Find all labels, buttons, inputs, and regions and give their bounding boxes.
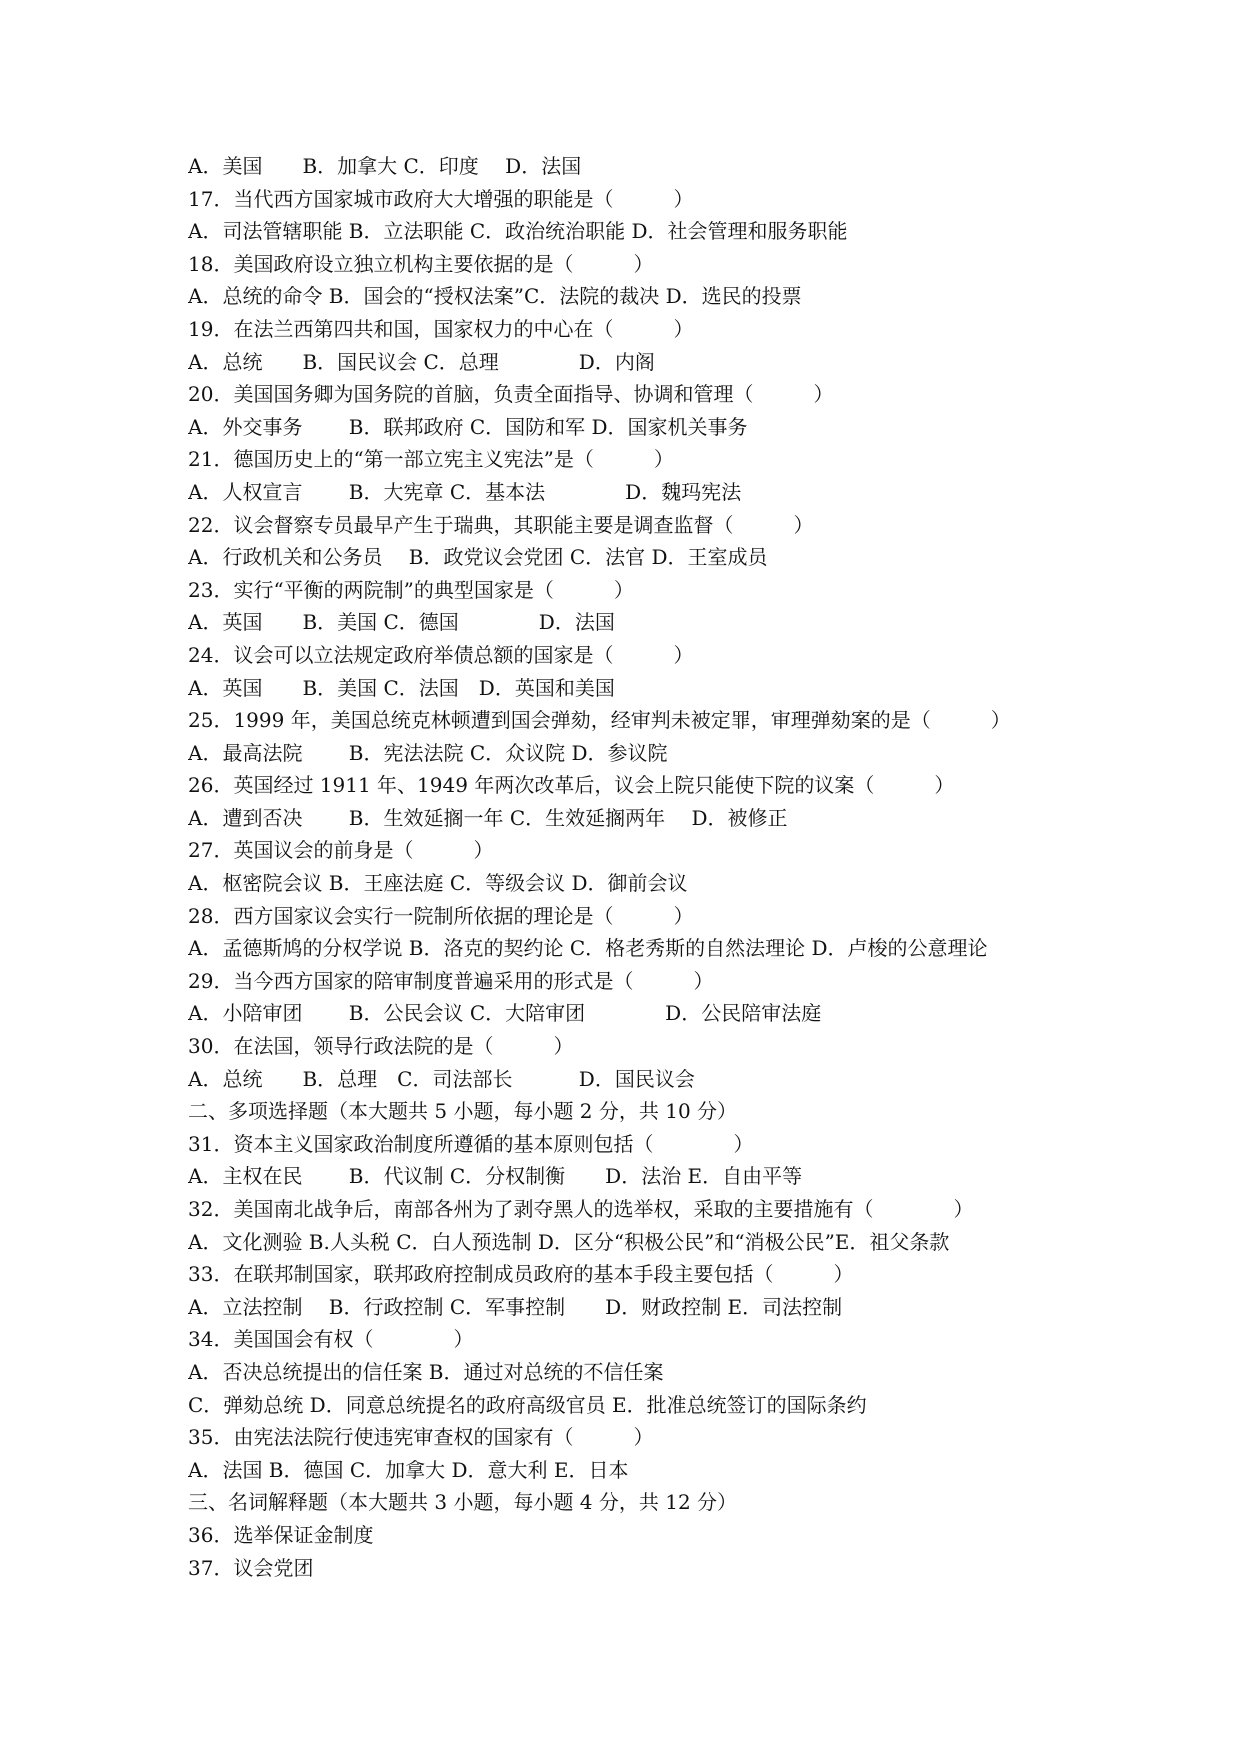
text-line: 27．英国议会的前身是（ ） [188, 838, 494, 863]
text-line: 三、名词解释题（本大题共 3 小题，每小题 4 分，共 12 分） [188, 1490, 738, 1515]
text-line: 22．议会督察专员最早产生于瑞典，其职能主要是调查监督（ ） [188, 512, 814, 537]
text-line: 36．选举保证金制度 [188, 1522, 374, 1547]
text-line: 34．美国国会有权（ ） [188, 1327, 474, 1352]
text-line: A．总统的命令 B．国会的“授权法案”C．法院的裁决 D．选民的投票 [188, 284, 802, 309]
text-line: A．法国 B．德国 C．加拿大 D．意大利 E．日本 [188, 1457, 629, 1482]
text-line: A．司法管辖职能 B．立法职能 C．政治统治职能 D．社会管理和服务职能 [188, 219, 848, 244]
text-line: 30．在法国，领导行政法院的是（ ） [188, 1034, 574, 1059]
text-line: A．立法控制 B．行政控制 C．军事控制 D．财政控制 E．司法控制 [188, 1294, 843, 1319]
text-line: 28．西方国家议会实行一院制所依据的理论是（ ） [188, 903, 694, 928]
text-line: 33．在联邦制国家，联邦政府控制成员政府的基本手段主要包括（ ） [188, 1262, 854, 1287]
text-line: 21．德国历史上的“第一部立宪主义宪法”是（ ） [188, 447, 674, 472]
text-line: 23．实行“平衡的两院制”的典型国家是（ ） [188, 577, 634, 602]
text-line: A．外交事务 B．联邦政府 C．国防和军 D．国家机关事务 [188, 414, 748, 439]
text-line: 19．在法兰西第四共和国，国家权力的中心在（ ） [188, 316, 694, 341]
text-line: A．主权在民 B．代议制 C．分权制衡 D．法治 E．自由平等 [188, 1164, 803, 1189]
text-line: C．弹劾总统 D．同意总统提名的政府高级官员 E．批准总统签订的国际条约 [188, 1392, 867, 1417]
text-line: 17．当代西方国家城市政府大大增强的职能是（ ） [188, 186, 694, 211]
text-line: A．最高法院 B．宪法法院 C．众议院 D．参议院 [188, 740, 668, 765]
text-line: A．英国 B．美国 C．法国 D．英国和美国 [188, 675, 615, 700]
text-line: 26．英国经过 1911 年、1949 年两次改革后，议会上院只能使下院的议案（ ） [188, 773, 955, 798]
text-line: 35．由宪法法院行使违宪审查权的国家有（ ） [188, 1425, 654, 1450]
exam-content [188, 150, 1198, 1584]
text-line: A．人权宣言 B．大宪章 C．基本法 D．魏玛宪法 [188, 479, 742, 504]
text-line: 37．议会党团 [188, 1555, 314, 1580]
text-line: A．总统 B．总理 C．司法部长 D．国民议会 [188, 1066, 695, 1091]
text-line: 二、多项选择题（本大题共 5 小题，每小题 2 分，共 10 分） [188, 1099, 738, 1124]
text-line: A．文化测验 B.人头税 C．白人预选制 D．区分“积极公民”和“消极公民”E．祖父条款 [188, 1229, 950, 1254]
text-line: A．美国 B．加拿大 C．印度 D．法国 [188, 154, 582, 178]
text-line: A．遭到否决 B．生效延搁一年 C．生效延搁两年 D．被修正 [188, 805, 788, 830]
text-line: A．孟德斯鸠的分权学说 B．洛克的契约论 C．格老秀斯的自然法理论 D．卢梭的公意理论 [188, 936, 988, 961]
text-line: A．小陪审团 B．公民会议 C．大陪审团 D．公民陪审法庭 [188, 1001, 822, 1026]
text-line: A．行政机关和公务员 B．政党议会党团 C．法官 D．王室成员 [188, 545, 768, 570]
text-line: 32．美国南北战争后，南部各州为了剥夺黑人的选举权，采取的主要措施有（ ） [188, 1197, 974, 1221]
text-line: 29．当今西方国家的陪审制度普遍采用的形式是（ ） [188, 968, 714, 993]
text-line: A．英国 B．美国 C．德国 D．法国 [188, 610, 615, 635]
text-line: 20．美国国务卿为国务院的首脑，负责全面指导、协调和管理（ ） [188, 382, 834, 407]
text-line: 31．资本主义国家政治制度所遵循的基本原则包括（ ） [188, 1131, 754, 1156]
text-line: A．枢密院会议 B．王座法庭 C．等级会议 D．御前会议 [188, 871, 688, 896]
text-line: 25．1999 年，美国总统克林顿遭到国会弹劾，经审判未被定罪，审理弹劾案的是（ ） [188, 708, 1011, 733]
text-line: A．总统 B．国民议会 C．总理 D．内阁 [188, 349, 655, 374]
text-line: 18．美国政府设立独立机构主要依据的是（ ） [188, 251, 654, 276]
text-line: A．否决总统提出的信任案 B．通过对总统的不信任案 [188, 1359, 664, 1384]
text-line: 24．议会可以立法规定政府举债总额的国家是（ ） [188, 642, 694, 667]
